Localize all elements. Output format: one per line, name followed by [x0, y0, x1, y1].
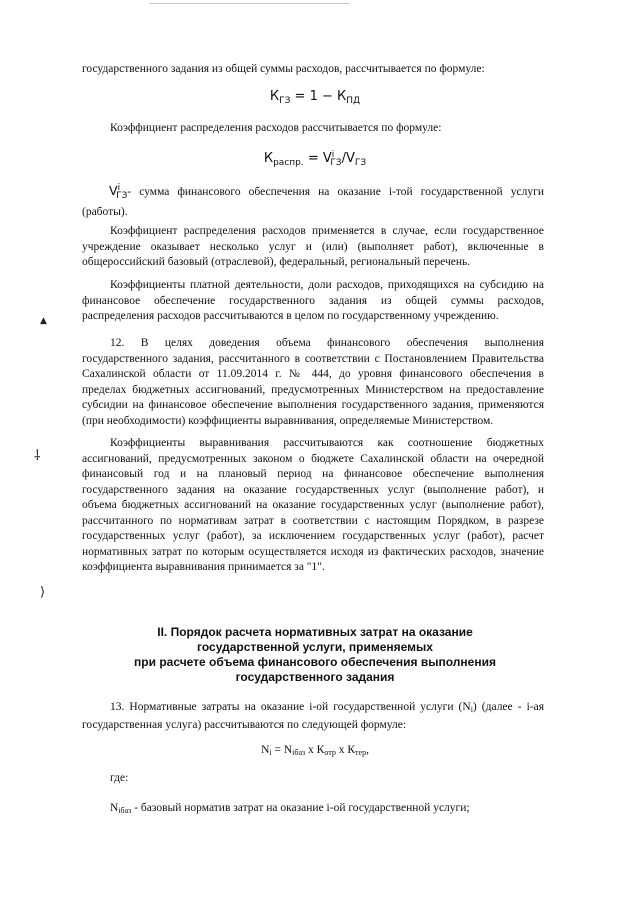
f2-v2-sub: ГЗ: [354, 158, 367, 168]
p13-line: государственная услуга) рассчитываются по следующей формуле:: [82, 718, 407, 731]
align-line: государственного задания на оказание государственных услуг (выполнение работ), и: [82, 483, 544, 496]
paragraph-12: [82, 336, 544, 429]
align-line: коэффициента выравнивания принимается за "1".: [82, 561, 325, 573]
f3-x2: х К: [335, 744, 356, 756]
align-line: государственных услуг (работ), за исключением государственных услуг (работ), расчет: [82, 530, 544, 542]
f1-lhs: К: [269, 89, 280, 104]
heading-line: государственной услуги, применяемых: [197, 640, 433, 654]
intro-paragraph: [82, 62, 544, 78]
fees-paragraph: [82, 278, 544, 325]
align-line: ассигнований, предусмотренных законом о бюджете Сахалинской области на очередной: [82, 452, 544, 465]
p12-line: пределах бюджетных ассигнований, предусмотренных Министерством на предоставление: [82, 383, 544, 396]
f2-v1-sup: i: [331, 150, 335, 160]
fees-line: Коэффициенты платной деятельности, доли расходов, приходящихся на субсидию на: [110, 279, 544, 291]
where-text: где:: [110, 772, 129, 784]
f3-n-sub: i: [269, 748, 272, 757]
p12-line: 12. В целях доведения объема финансового обеспечения выполнения: [110, 337, 544, 349]
def-v-line1: - сумма финансового обеспечения на оказание i-той государственной услуги: [127, 186, 544, 198]
formula-k-gz: [0, 89, 630, 110]
f3-eq: = N: [271, 744, 293, 756]
intro-text: государственного задания из общей суммы расходов, рассчитывается по формуле:: [82, 63, 485, 75]
coef-dist-paragraph: [82, 121, 544, 137]
align-line: финансовый год и на плановый период на финансовое обеспечение выполнения: [82, 468, 544, 480]
f3-ter-sub: тер: [355, 748, 367, 757]
f1-rhs-sub: ПД: [346, 96, 361, 106]
f2-eq: = V: [303, 151, 332, 166]
f3-n: N: [261, 744, 270, 756]
align-line: нормативных затрат по которым осуществляется исходя из фактических расходов, значение: [82, 545, 544, 558]
align-line: рассчитанного по нормативам затрат в соответствии с настоящим Порядком, в разрезе: [82, 514, 544, 527]
align-paragraph: [82, 436, 544, 576]
margin-mark-bracket: ⟩: [40, 585, 46, 600]
paragraph-13: [82, 700, 544, 733]
p12-line: государственного задания, рассчитанного в соответствии с Постановлением Правительства: [82, 352, 544, 365]
def-n-sym: N: [110, 802, 119, 814]
def-n-paragraph: [82, 801, 572, 819]
apply-paragraph: [82, 224, 544, 271]
heading-line: II. Порядок расчета нормативных затрат на оказание: [157, 625, 473, 639]
def-n-text: - базовый норматив затрат на оказание i-ой государственной услуги;: [131, 802, 470, 814]
f2-v1-sub: ГЗ: [330, 158, 342, 168]
scan-edge-line: [150, 3, 350, 4]
p13-sub: i: [470, 705, 473, 714]
align-line: Коэффициенты выравнивания рассчитываются как соотношение бюджетных: [110, 437, 544, 449]
section-heading: [0, 625, 630, 685]
f2-lhs-sub: распр.: [273, 158, 304, 168]
apply-line: учреждение оказывает несколько услуг и (или) (выполняет работ), включенные в: [82, 240, 544, 253]
p13-text: 13. Нормативные затраты на оказание i-ой государственной услуги (N: [110, 701, 471, 713]
p13-line: [82, 700, 544, 718]
fees-line: распределения расходов рассчитываются в целом по государственному учреждению.: [82, 310, 499, 322]
p12-line: (при необходимости) коэффициенты выравнивания, определяемые Министерством.: [82, 414, 494, 427]
f3-x1: х К: [305, 744, 325, 756]
apply-line: общероссийский базовый (отраслевой), федеральный, региональный перечень.: [82, 256, 471, 268]
apply-line: Коэффициент распределения расходов применяется в случае, если государственное: [110, 225, 544, 237]
heading-line: государственного задания: [235, 670, 395, 684]
heading-line: при расчете объема финансового обеспечения выполнения: [134, 655, 496, 669]
where-label: [82, 771, 572, 787]
def-v-line2: (работы).: [82, 205, 128, 218]
formula-n-i: [0, 743, 630, 761]
f3-base-sub: iбаз: [292, 748, 306, 757]
formula-k-raspr: [0, 148, 630, 172]
fees-line: финансовое обеспечение государственного задания из общей суммы расходов,: [82, 294, 544, 307]
def-v-paragraph: [82, 181, 544, 220]
p13-text: ) (далее - i-ая: [472, 701, 544, 713]
def-n-sub: iбаз: [118, 806, 132, 815]
v-sup: i: [117, 183, 121, 193]
margin-mark-triangle: ▲: [40, 316, 47, 326]
f2-lhs: К: [263, 151, 274, 166]
v-sub: ГЗ: [116, 191, 128, 201]
p12-line: Сахалинской области от 11.09.2014 г. № 444, до уровня финансового обеспечения в: [82, 368, 544, 380]
f1-rhs: = 1 − К: [290, 89, 347, 104]
f2-slash: /V: [341, 151, 355, 166]
f3-otr-sub: отр: [324, 748, 336, 757]
coef-dist-text: Коэффициент распределения расходов рассчитывается по формуле:: [110, 122, 442, 134]
f1-lhs-sub: ГЗ: [279, 96, 291, 106]
f3-end: ,: [366, 744, 369, 756]
align-line: объема бюджетных ассигнований на оказание государственных услуг (выполнение работ),: [82, 499, 544, 511]
margin-mark-cross: ⸸: [34, 448, 41, 464]
v-gz-symbol: [109, 183, 128, 201]
p12-line: субсидии на финансовое обеспечение выполнения государственного задания, применяются: [82, 399, 544, 411]
v-sym: V: [109, 183, 118, 198]
